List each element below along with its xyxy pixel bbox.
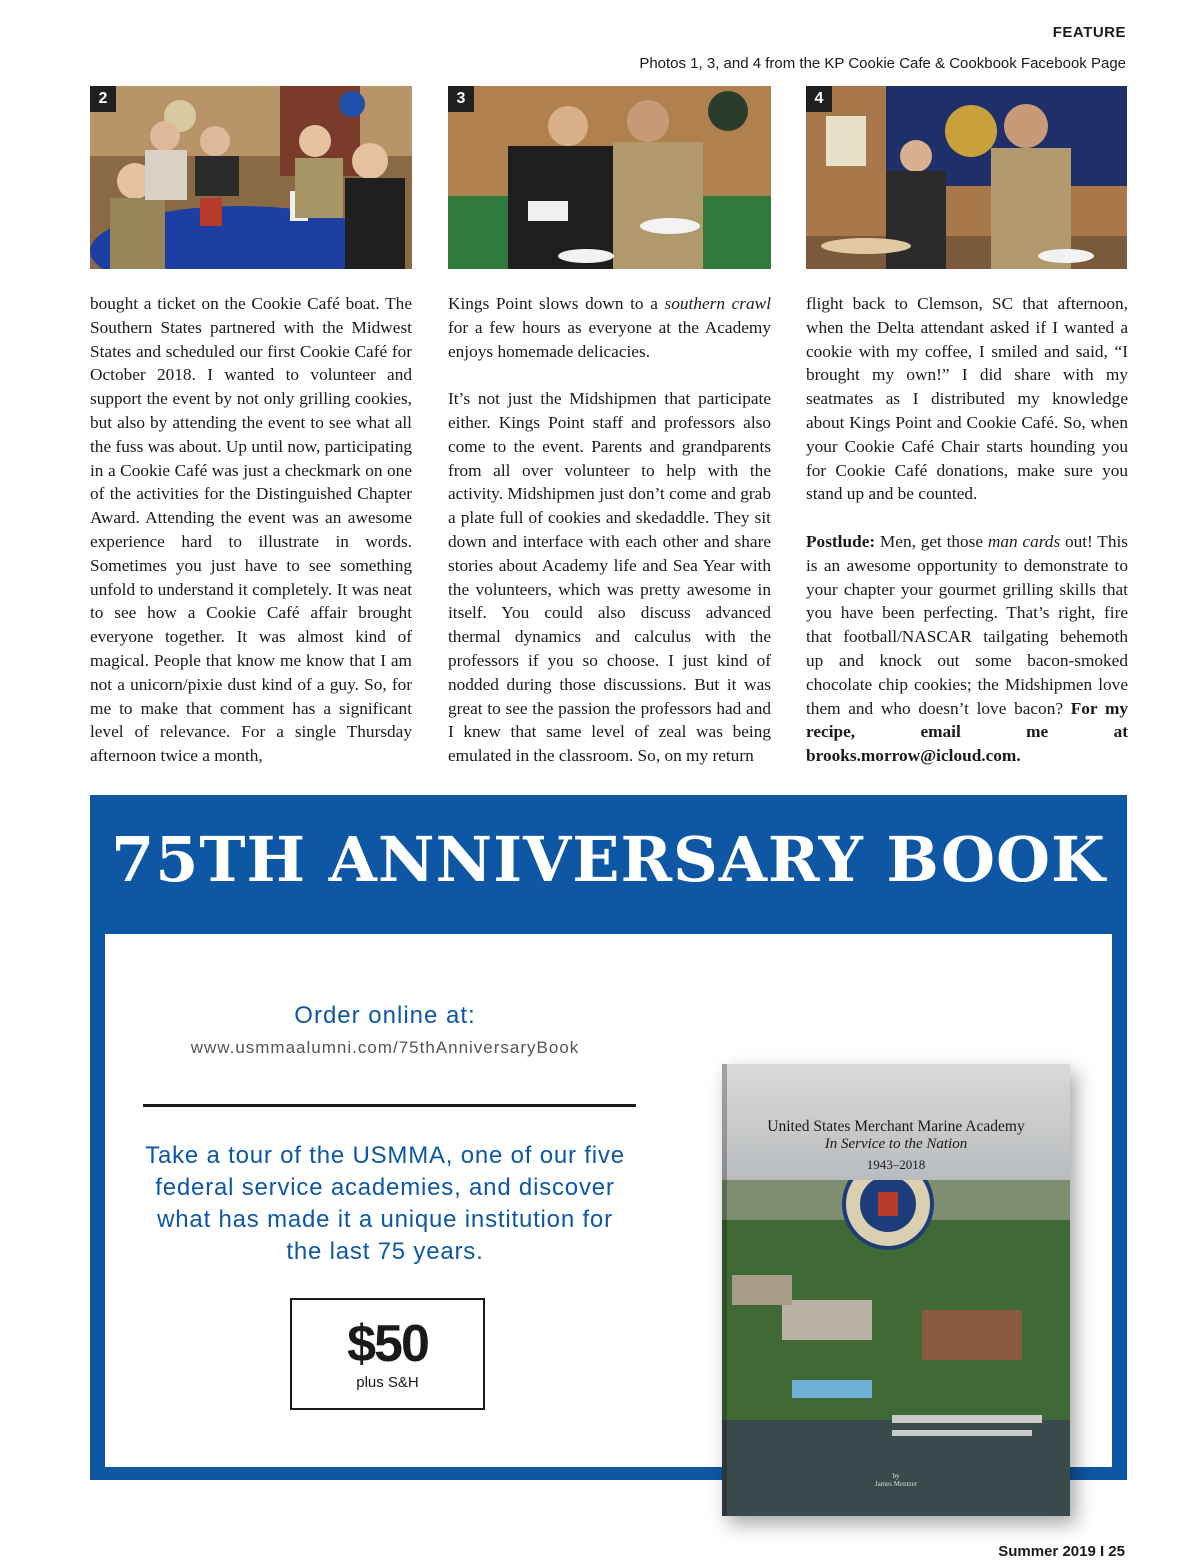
text-run: Kings Point slows down to a xyxy=(448,294,665,313)
tour-description: Take a tour of the USMMA, one of our five federal service academies, and discover what has made it a unique institution for the last 75 years. xyxy=(145,1142,625,1265)
photo-2 xyxy=(90,86,412,269)
book-cover xyxy=(722,1064,1070,1516)
article-column-1 xyxy=(90,292,412,768)
photo-number: 2 xyxy=(90,86,116,112)
article-column-2 xyxy=(448,292,771,768)
photo-4 xyxy=(806,86,1127,269)
photo-3-image xyxy=(448,86,771,269)
book-title: United States Merchant Marine Academy xyxy=(767,1118,1025,1135)
page-footer: Summer 2019 I 25 xyxy=(998,1543,1125,1560)
ad-title: 75TH ANNIVERSARY BOOK xyxy=(111,823,1106,896)
text-run: out! This is an awesome opportunity to demonstrate to your chapter your gourmet grilling skills that you have been perfecting. That’s right, fire that football/NASCAR tailgating behemoth up and knock out some bacon-smoked chocolate chip cookies; the Midshipmen love them and who doesn’t love bacon? xyxy=(806,531,1128,718)
price-note: plus S&H xyxy=(356,1374,419,1391)
order-heading: Order online at: xyxy=(294,1002,476,1029)
order-url-link[interactable]: www.usmmaalumni.com/75thAnniversaryBook xyxy=(190,1038,580,1057)
contact-email: For my recipe, email me at brooks.morrow@icloud.com. xyxy=(806,698,1128,766)
book-spine xyxy=(722,1064,727,1516)
photo-number: 4 xyxy=(806,86,832,112)
postlude-label: Postlude: xyxy=(806,531,876,551)
price-value: $50 xyxy=(347,1315,428,1373)
book-subtitle: In Service to the Nation xyxy=(824,1136,968,1152)
text-italic: southern crawl xyxy=(664,294,772,313)
photo-number: 3 xyxy=(448,86,474,112)
article-paragraph xyxy=(448,292,771,363)
article-paragraph: flight back to Clemson, SC that afternoon, when the Delta attendant asked if I wanted a cookie with my coffee, I smiled and said, “I brought my own!” I did share with my seatmates as I distributed my knowledge about Kings Point and Cookie Café. So, when your Cookie Café Chair starts hounding you for Cookie Café donations, make sure you stand up and be counted. xyxy=(806,294,1128,504)
book-author: James Mentzer xyxy=(874,1480,918,1488)
text-italic: man cards xyxy=(987,531,1061,551)
divider xyxy=(143,1104,636,1107)
article-paragraph: It’s not just the Midshipmen that participate either. Kings Point staff and professors also come to the event. Parents and grandparents from all over volunteer to help with the activity. Midshipmen just don’t come and grab a plate full of cookies and skedaddle. They sit down and interface with each other and share stories about Academy life and Sea Year with the volunteers, which was pretty awesome in itself. You could also discuss advanced thermal dynamics and calculus with the professors if you so choose. I just kind of nodded during those discussions. But it was great to see the passion the professors had and I knew that same level of zeal was being emulated in the classroom. So, on my return xyxy=(448,389,771,766)
photo-3 xyxy=(448,86,771,269)
price-box xyxy=(290,1298,485,1410)
anniversary-book-ad xyxy=(90,795,1127,1488)
section-label: FEATURE xyxy=(1052,24,1126,41)
book-years: 1943–2018 xyxy=(866,1157,926,1172)
article-paragraph: bought a ticket on the Cookie Café boat. The Southern States partnered with the Midwest States and scheduled our first Cookie Café for October 2018. I wanted to volunteer and support the event by not only grilling cookies, but also by attending the event to see what all the fuss was about. Up until now, participating in a Cookie Café was just a checkmark on one of the activities for the Distinguished Chapter Award. Attending the event was an awesome experience hard to illustrate in words. Sometimes you just have to see something unfold to understand it completely. It was neat to see how a Cookie Café affair brought everyone together. It was almost kind of magical. People that know me know that I am not a unicorn/pixie dust kind of a guy. So, for me to make that comment has a significant level of relevance. For a single Thursday afternoon twice a month, xyxy=(90,294,412,766)
article-column-3 xyxy=(806,292,1128,768)
photo-4-image xyxy=(806,86,1127,269)
photo-credit: Photos 1, 3, and 4 from the KP Cookie Cafe & Cookbook Facebook Page xyxy=(639,55,1126,72)
text-run: for a few hours as everyone at the Academy enjoys homemade delicacies. xyxy=(448,317,771,361)
book-by: by xyxy=(892,1472,900,1480)
article-paragraph xyxy=(806,530,1128,768)
photo-2-image xyxy=(90,86,412,269)
text-run: Men, get those xyxy=(875,531,988,551)
book-aerial-photo xyxy=(722,1180,1070,1516)
ad-panel xyxy=(105,934,1112,1488)
